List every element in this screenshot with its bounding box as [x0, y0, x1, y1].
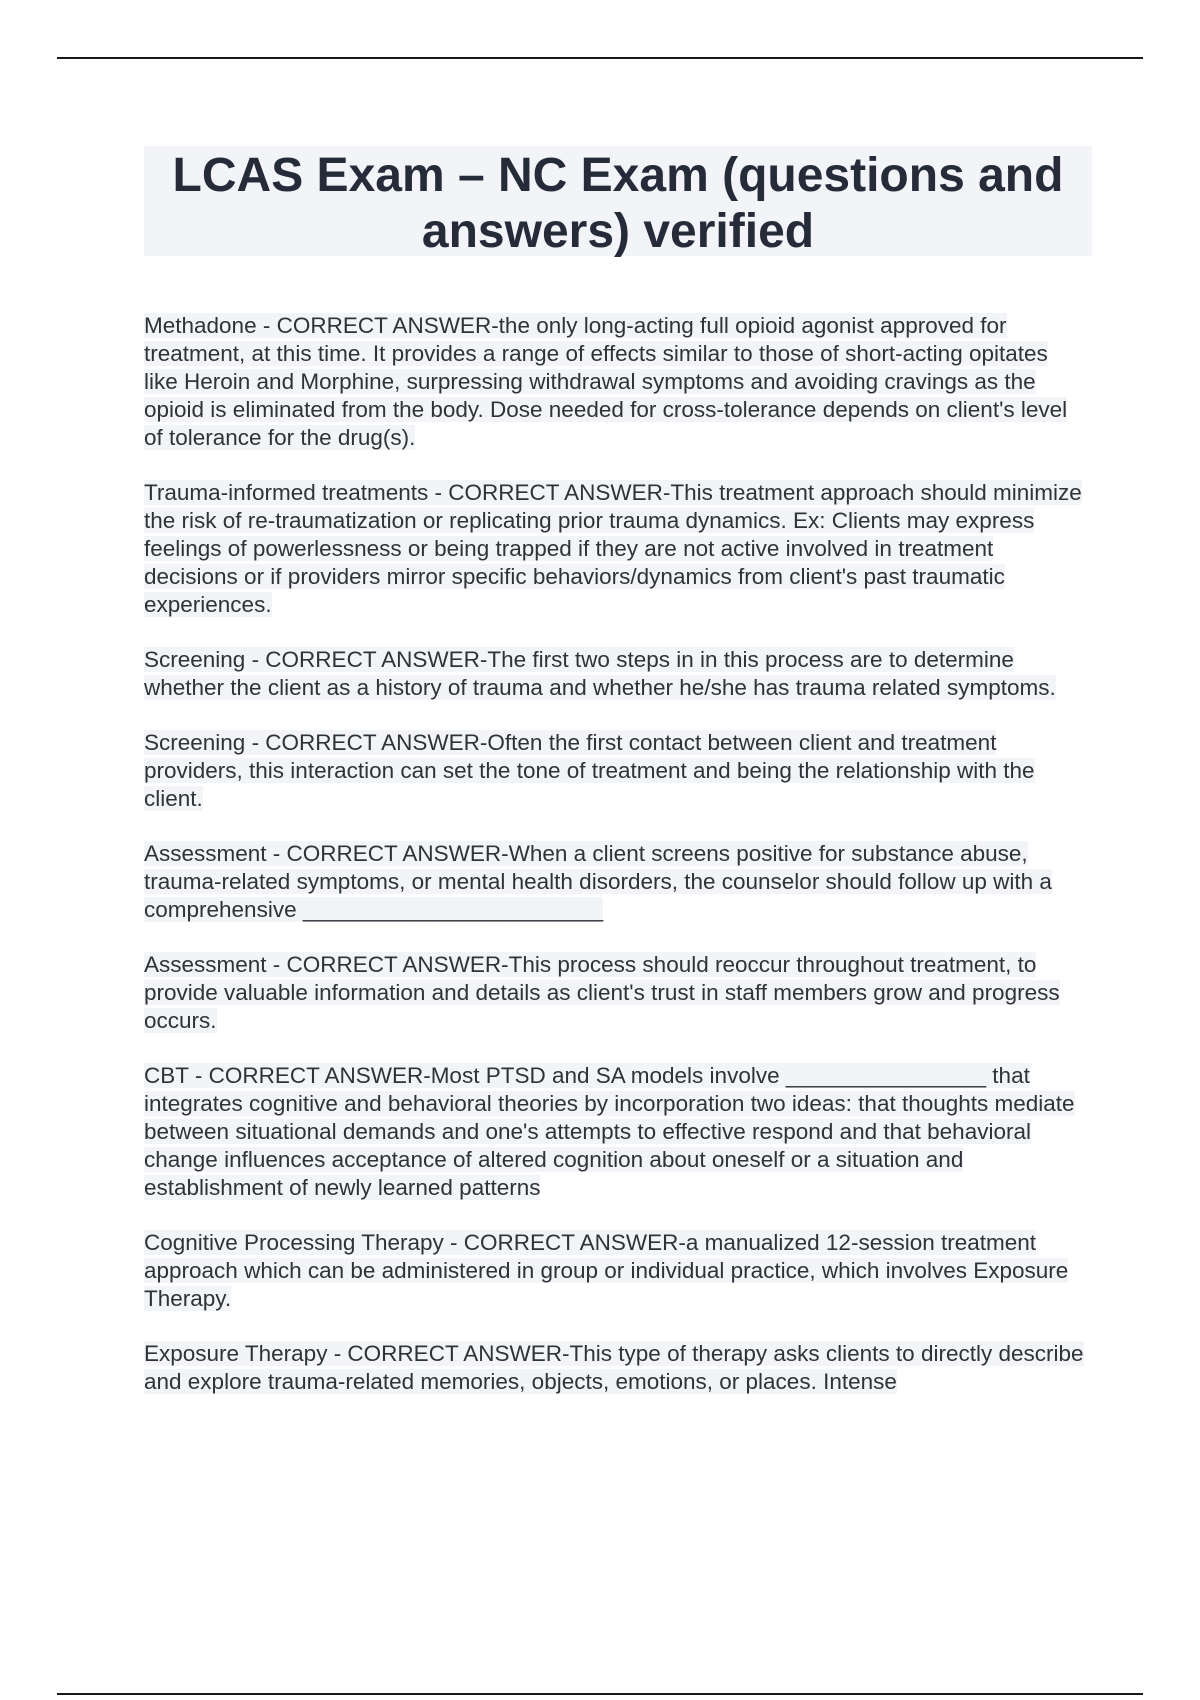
qa-entry-text: Cognitive Processing Therapy - CORRECT ANSWER-a manualized 12-session treatment approach which can be administered in group or individual practice, which involves Exposure Therapy.: [144, 1230, 1069, 1311]
qa-entry-exposure-therapy: [144, 1340, 1084, 1396]
qa-entry-methadone: [144, 312, 1084, 452]
qa-entry-screening-2: [144, 729, 1084, 813]
qa-entry-text: Assessment - CORRECT ANSWER-This process should reoccur throughout treatment, to provide valuable information and details as client's trust in staff members grow and progress occurs.: [144, 952, 1060, 1033]
qa-entry-text: Assessment - CORRECT ANSWER-When a client screens positive for substance abuse, trauma-related symptoms, or mental health disorders, the counselor should follow up with a comprehensive ________________________: [144, 841, 1052, 922]
qa-entry-text: Screening - CORRECT ANSWER-Often the first contact between client and treatment providers, this interaction can set the tone of treatment and being the relationship with the client.: [144, 730, 1035, 811]
qa-entry-screening-1: [144, 646, 1084, 702]
qa-entry-text: Screening - CORRECT ANSWER-The first two steps in in this process are to determine whether the client as a history of trauma and whether he/she has trauma related symptoms.: [144, 647, 1056, 700]
qa-list: [144, 312, 1084, 1423]
qa-entry-trauma-informed-treatments: [144, 479, 1084, 619]
qa-entry-assessment-1: [144, 840, 1084, 924]
top-rule: [57, 57, 1143, 59]
qa-entry-text: Methadone - CORRECT ANSWER-the only long-acting full opioid agonist approved for treatment, at this time. It provides a range of effects similar to those of short-acting opitates like Heroin and Morphine, surpressing withdrawal symptoms and avoiding cravings as the opioid is eliminated from the body. Dose needed for cross-tolerance depends on client's level of tolerance for the drug(s).: [144, 313, 1068, 450]
document-title: LCAS Exam – NC Exam (questions and answers) verified: [172, 149, 1064, 258]
qa-entry-assessment-2: [144, 951, 1084, 1035]
qa-entry-text: Trauma-informed treatments - CORRECT ANSWER-This treatment approach should minimize the risk of re-traumatization or replicating prior trauma dynamics. Ex: Clients may express feelings of powerlessness or being trapped if they are not active involved in treatment decisions or if providers mirror specific behaviors/dynamics from client's past traumatic experiences.: [144, 480, 1082, 617]
qa-entry-text: Exposure Therapy - CORRECT ANSWER-This type of therapy asks clients to directly describe and explore trauma-related memories, objects, emotions, or places. Intense: [144, 1341, 1084, 1394]
title-banner: [144, 146, 1092, 256]
qa-entry-text: CBT - CORRECT ANSWER-Most PTSD and SA models involve ________________ that integrates cognitive and behavioral theories by incorporation two ideas: that thoughts mediate between situational demands and one's attempts to effective respond and that behavioral change influences acceptance of altered cognition about oneself or a situation and establishment of newly learned patterns: [144, 1063, 1075, 1200]
qa-entry-cbt: [144, 1062, 1084, 1202]
qa-entry-cognitive-processing-therapy: [144, 1229, 1084, 1313]
bottom-rule: [57, 1693, 1143, 1695]
